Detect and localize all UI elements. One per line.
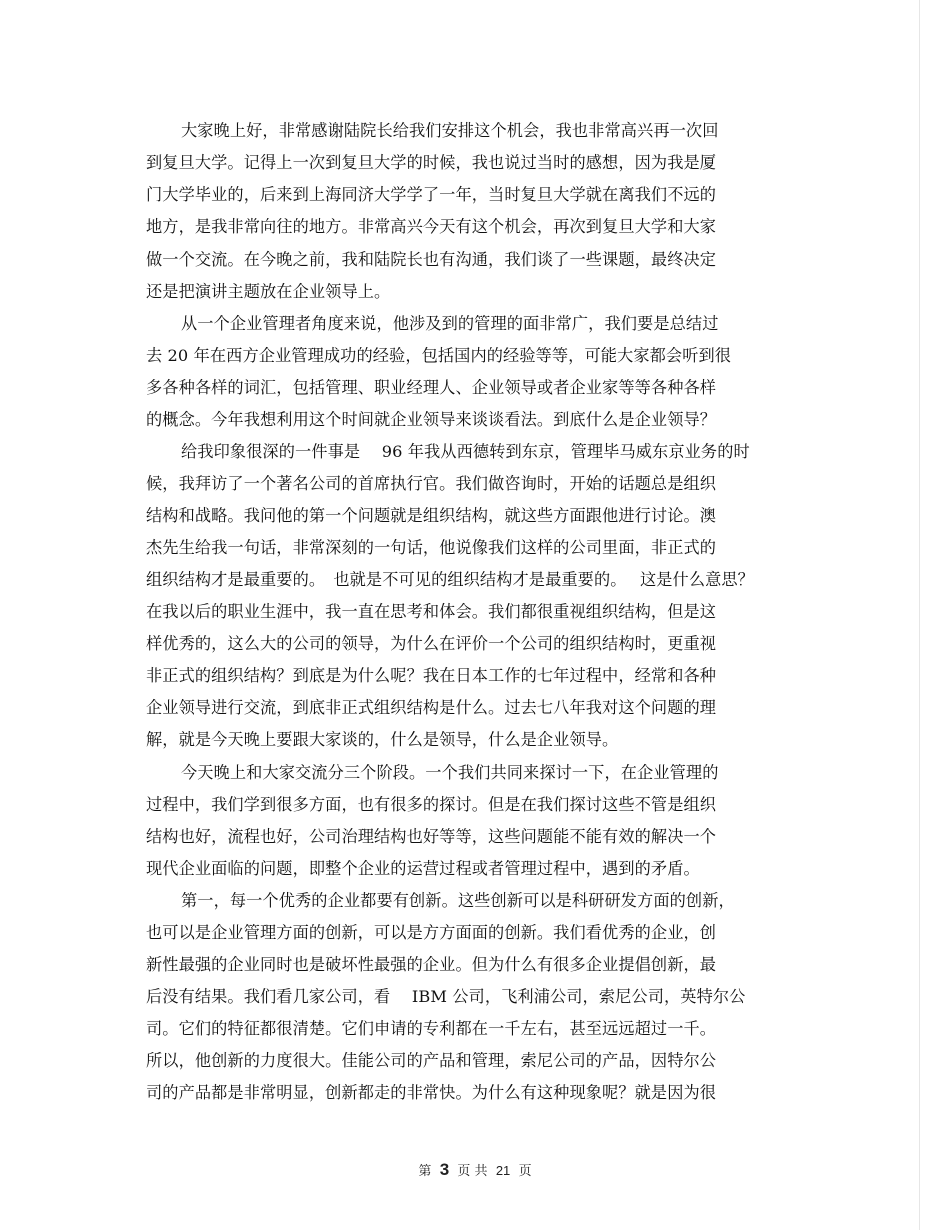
paragraph-line: 非正式的组织结构？到底是为什么呢？我在日本工作的七年过程中，经常和各种	[146, 666, 717, 685]
paragraph-line: 新性最强的企业同时也是破坏性最强的企业。但为什么有很多企业提倡创新，最	[146, 955, 717, 974]
paragraph-line: 后没有结果。我们看几家公司，看 IBM 公司，飞利浦公司，索尼公司，英特尔公	[146, 987, 746, 1006]
paragraph-line: 司的产品都是非常明显，创新都走的非常快。为什么有这种现象呢？就是因为很	[146, 1083, 717, 1102]
paragraph-line: 大家晚上好，非常感谢陆院长给我们安排这个机会，我也非常高兴再一次回	[181, 121, 719, 140]
paragraph-line: 结构也好，流程也好，公司治理结构也好等等，这些问题能不能有效的解决一个	[146, 827, 717, 846]
paragraph-line: 候，我拜访了一个著名公司的首席执行官。我们做咨询时，开始的话题总是组织	[146, 474, 717, 493]
paragraph-line: 所以，他创新的力度很大。佳能公司的产品和管理，索尼公司的产品，因特尔公	[146, 1051, 717, 1070]
paragraph-line: 组织结构才是最重要的。 也就是不可见的组织结构才是最重要的。 这是什么意思？	[146, 570, 754, 589]
paragraph-line: 还是把演讲主题放在企业领导上。	[146, 282, 391, 301]
paragraph-line: 多各种各样的词汇，包括管理、职业经理人、企业领导或者企业家等等各种各样	[146, 378, 717, 397]
footer-middle: 页 共	[457, 1164, 488, 1179]
paragraph-line: 也可以是企业管理方面的创新，可以是方方面面的创新。我们看优秀的企业，创	[146, 923, 717, 942]
page-footer	[0, 1160, 950, 1180]
paragraph-line: 到复旦大学。记得上一次到复旦大学的时候，我也说过当时的感想，因为我是厦	[146, 153, 717, 172]
page-number: 3	[439, 1160, 450, 1179]
paragraph-line: 杰先生给我一句话，非常深刻的一句话，他说像我们这样的公司里面，非正式的	[146, 538, 717, 557]
footer-suffix: 页	[518, 1164, 532, 1179]
paragraph-line: 的概念。今年我想利用这个时间就企业领导来谈谈看法。到底什么是企业领导？	[146, 410, 717, 429]
paragraph-line: 地方，是我非常向往的地方。非常高兴今天有这个机会，再次到复旦大学和大家	[146, 217, 717, 236]
total-pages: 21	[495, 1163, 511, 1178]
paragraph-line: 司。它们的特征都很清楚。它们申请的专利都在一千左右，甚至远远超过一千。	[146, 1019, 717, 1038]
paragraph-line: 给我印象很深的一件事是 96 年我从西德转到东京，管理毕马威东京业务的时	[181, 442, 750, 461]
paragraph-line: 过程中，我们学到很多方面，也有很多的探讨。但是在我们探讨这些不管是组织	[146, 795, 717, 814]
paragraph-line: 企业领导进行交流，到底非正式组织结构是什么。过去七八年我对这个问题的理	[146, 698, 717, 717]
paragraph-line: 结构和战略。我问他的第一个问题就是组织结构，就这些方面跟他进行讨论。澳	[146, 506, 717, 525]
paragraph-line: 现代企业面临的问题，即整个企业的运营过程或者管理过程中，遇到的矛盾。	[146, 859, 700, 878]
paragraph-line: 门大学毕业的，后来到上海同济大学学了一年，当时复旦大学就在离我们不远的	[146, 185, 717, 204]
paragraph-line: 今天晚上和大家交流分三个阶段。一个我们共同来探讨一下，在企业管理的	[181, 763, 719, 782]
page-edge-divider	[919, 0, 920, 1230]
paragraph-line: 第一，每一个优秀的企业都要有创新。这些创新可以是科研研发方面的创新，	[181, 891, 735, 910]
footer-prefix: 第	[418, 1164, 432, 1179]
paragraph-line: 样优秀的，这么大的公司的领导，为什么在评价一个公司的组织结构时，更重视	[146, 634, 717, 653]
paragraph-line: 从一个企业管理者角度来说，他涉及到的管理的面非常广，我们要是总结过	[181, 314, 719, 333]
paragraph-line: 做一个交流。在今晚之前，我和陆院长也有沟通，我们谈了一些课题，最终决定	[146, 250, 717, 269]
paragraph-line: 在我以后的职业生涯中，我一直在思考和体会。我们都很重视组织结构，但是这	[146, 602, 717, 621]
paragraph-line: 解，就是今天晚上要跟大家谈的，什么是领导，什么是企业领导。	[146, 730, 619, 749]
paragraph-line: 去 20 年在西方企业管理成功的经验，包括国内的经验等等，可能大家都会听到很	[146, 346, 732, 365]
